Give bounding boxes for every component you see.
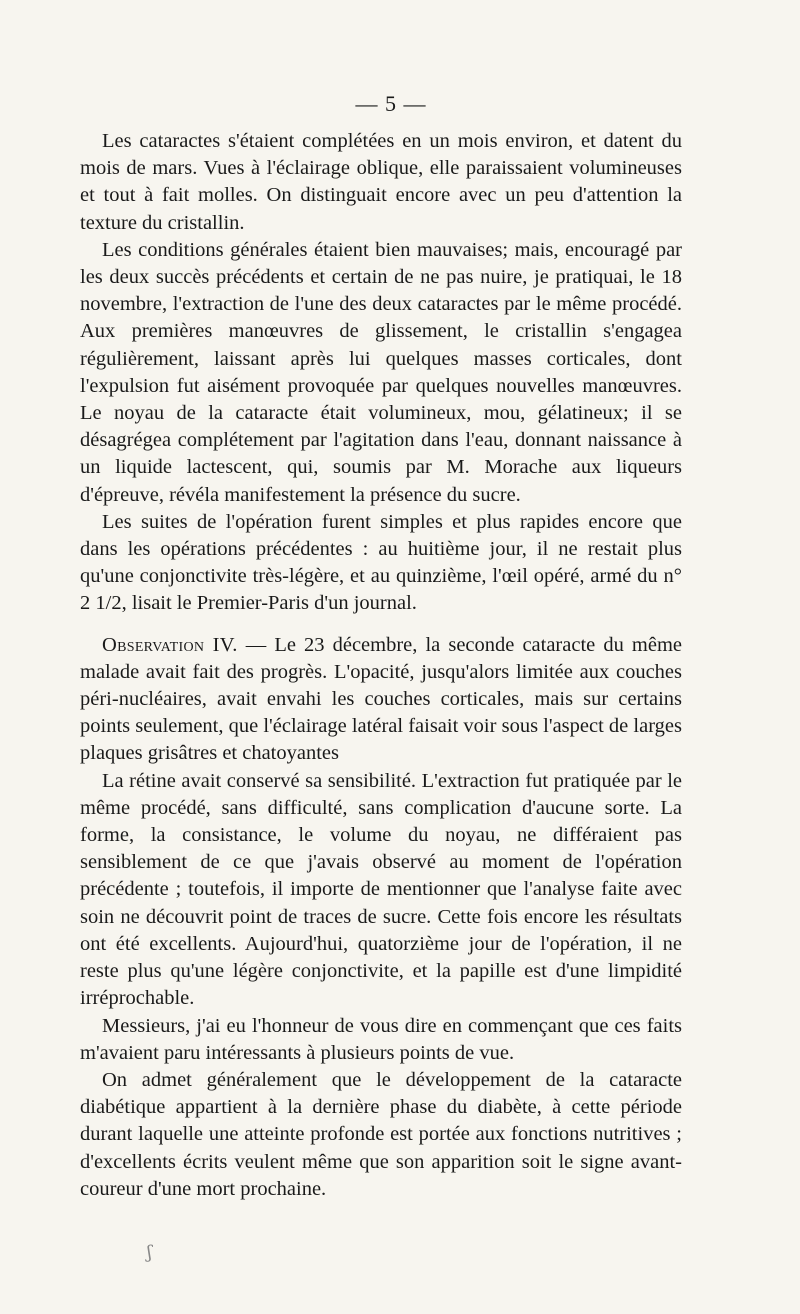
paragraph-messieurs: Messieurs, j'ai eu l'honneur de vous dire en commençant que ces faits m'avaient paru intéressants à plusieurs points de vue.: [80, 1014, 682, 1064]
paragraph-diabetic-cataract: On admet généralement que le développement de la cataracte diabétique appartient à la dernière phase du diabète, à cette période durant laquelle une atteinte profonde est portée aux fonctions nutritives ; d'excellents écrits veulent même que son apparition soit le signe avant-coureur d'une mort prochaine.: [80, 1068, 682, 1200]
paragraph-extraction-procedure: Les conditions générales étaient bien mauvaises; mais, encouragé par les deux succès précédents et certain de ne pas nuire, je pratiquai, le 18 novembre, l'extraction de l'une des deux cataractes par le même procédé. Aux premières manœuvres de glissement, le cristallin s'engagea régulièrement, laissant après lui quelques masses corticales, dont l'expulsion fut aisément provoquée par quelques nouvelles manœuvres. Le noyau de la cataracte était volumineux, mou, gélatineux; il se désagrégea complétement par l'agitation dans l'eau, donnant naissance à un liquide lactescent, qui, soumis par M. Morache aux liqueurs d'épreuve, révéla manifestement la présence du sucre.: [80, 238, 682, 506]
observation-label: Observation IV.: [102, 633, 238, 656]
paragraph-second-extraction: La rétine avait conservé sa sensibilité. L'extraction fut pratiquée par le même procédé, sans difficulté, sans complication d'aucune sorte. La forme, la consistance, le volume du noyau, ne différaient pas sensiblement de ce que j'avais observé au moment de l'opération précédente ; toutefois, il importe de mentionner que l'analyse faite avec soin ne découvrit point de traces de sucre. Cette fois encore les résultats ont été excellents. Aujourd'hui, quatorzième jour de l'opération, il ne reste plus qu'une légère conjonctivite, et la papille est d'une limpidité irréprochable.: [80, 769, 682, 1010]
paragraph-operation-results: Les suites de l'opération furent simples et plus rapides encore que dans les opérations précédentes : au huitième jour, il ne restait plus qu'une conjonctivite très-légère, et au quinzième, l'œil opéré, armé du n° 2 1/2, lisait le Premier-Paris d'un journal.: [80, 510, 682, 615]
page-number: — 5 —: [355, 91, 427, 116]
margin-pencil-mark: ʃ: [147, 1242, 152, 1263]
paragraph-cataract-description: Les cataractes s'étaient complétées en un mois environ, et datent du mois de mars. Vues à l'éclairage oblique, elle paraissaient volumineuses et tout à fait molles. On distinguait encore avec un peu d'attention la texture du cristallin.: [80, 130, 682, 234]
observation-text: — Le 23 décembre, la seconde cataracte du même malade avait fait des progrès. L'opacité, jusqu'alors limitée aux couches péri-nucléaires, avait envahi les couches corticales, mais sur certains points seulement, que l'éclairage latéral faisait voir sous l'aspect de larges plaques grisâtres et chatoyantes: [80, 633, 682, 765]
observation-paragraph: [80, 632, 682, 768]
document-page: [80, 90, 682, 1203]
